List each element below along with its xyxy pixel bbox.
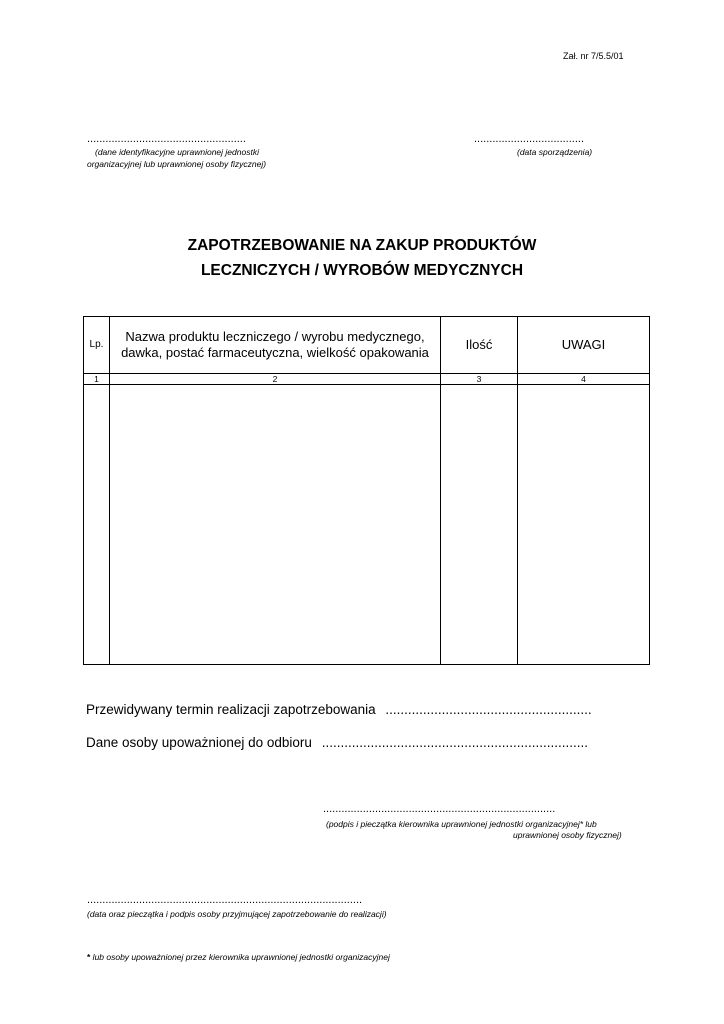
term-label: Przewidywany termin realizacji zapotrzebowania [86,702,376,717]
table-header-row [84,317,650,374]
col-qty-header: Ilość [441,317,518,374]
col-number-1: 1 [84,374,110,385]
col-name-header-line-2: dawka, postać farmaceutyczna, wielkość opakowania [121,345,429,360]
issuer-signature-line: .................................................... [87,133,246,145]
table-entry-area [84,385,650,665]
term-field[interactable]: ....................................................... [385,702,592,717]
product-name-cell[interactable] [110,385,441,665]
acceptor-signature-caption: (data oraz pieczątka i podpis osoby przyjmującej zapotrzebowanie do realizacji) [87,909,387,919]
col-name-header-line-1: Nazwa produktu leczniczego / wyrobu medycznego, [125,329,425,344]
col-notes-header: UWAGI [518,317,650,374]
manager-signature-line: ............................................................................ [323,803,556,815]
term-row [86,702,592,717]
date-caption: (data sporządzenia) [517,147,593,157]
products-table [83,316,650,665]
col-name-header [110,317,441,374]
footnote-asterisk: * [87,952,91,962]
person-row [86,735,588,750]
col-number-2: 2 [110,374,441,385]
col-number-3: 3 [441,374,518,385]
lp-cell[interactable] [84,385,110,665]
col-number-4: 4 [518,374,650,385]
person-label: Dane osoby upoważnionej do odbioru [86,735,312,750]
footnote-text: lub osoby upoważnionej przez kierownika uprawnionej jednostki organizacyjnej [90,952,390,962]
person-field[interactable]: ....................................................................... [321,735,588,750]
form-title-line-1: ZAPOTRZEBOWANIE NA ZAKUP PRODUKTÓW [187,237,537,254]
quantity-cell[interactable] [441,385,518,665]
manager-signature-caption-2: uprawnionej osoby fizycznej) [513,830,622,840]
footnote [87,952,390,962]
manager-signature-caption-1: (podpis i pieczątka kierownika uprawnionej jednostki organizacyjnej* lub [326,819,597,829]
acceptor-signature-line: .......................................................................................... [87,894,363,906]
column-number-row [84,374,650,385]
date-line: .................................... [474,133,585,145]
form-title-line-2: LECZNICZYCH / WYROBÓW MEDYCZNYCH [200,262,524,279]
issuer-caption-2: organizacyjnej lub uprawnionej osoby fizycznej) [87,159,267,169]
notes-cell[interactable] [518,385,650,665]
attachment-number: Zał. nr 7/5.5/01 [563,51,624,61]
issuer-caption-1: (dane identyfikacyjne uprawnionej jednostki [95,147,259,157]
col-lp-header: Lp. [84,317,110,374]
